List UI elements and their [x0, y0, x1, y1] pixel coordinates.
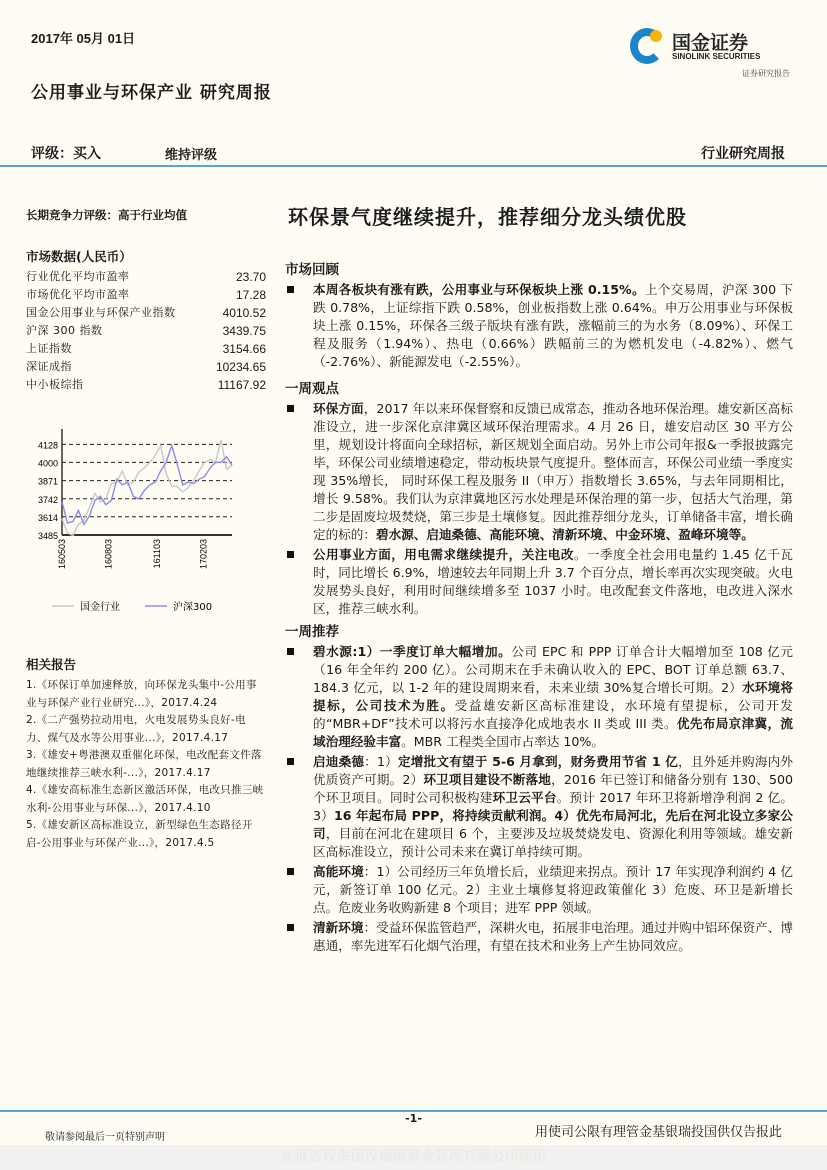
market-value: 11167.92 [217, 378, 266, 392]
section-heading: 一周观点 [285, 381, 339, 397]
x-tick-label: 160503 [57, 539, 67, 570]
logo-cn: 国金证券 [672, 32, 749, 54]
bold-text: 本周各板块有涨有跌，公用事业与环保板块上涨 0.15%。 [313, 282, 645, 297]
bullet-paragraph [285, 919, 793, 955]
bold-text: 碧水源、启迪桑德、高能环境、清新环境、中金环境、盈峰环境等。 [375, 527, 754, 542]
body-text: ：受益环保监管趋严，深耕火电，拓展非电治理。通过并购中铝环保资产、博惠通，率先进军石化烟气治理，有望在技术和业务上产生协同效应。 [313, 920, 794, 953]
related-report-link[interactable]: 5.《雄安新区高标准设立，新型绿色生态路径开启-公用事业与环保产业...》，2017.4.5 [26, 819, 253, 849]
body-text: ：1） [364, 754, 398, 769]
x-tick-label: 170203 [198, 539, 209, 570]
market-label: 沪深 300 指数 [26, 324, 103, 337]
market-row [26, 286, 266, 304]
section-heading: 市场回顾 [285, 262, 339, 278]
market-value: 10234.65 [215, 360, 266, 374]
headline: 环保景气度继续提升，推荐细分龙头绩优股 [288, 205, 687, 229]
report-title: 公用事业与环保产业 研究周报 [31, 83, 272, 103]
market-label: 国金公用事业与环保产业指数 [26, 306, 176, 319]
related-report-link[interactable]: 2.《二产强势拉动用电，火电发展势头良好-电力、煤气及水等公用事业...》，2017.4.17 [26, 714, 246, 744]
rating-note: 维持评级 [165, 148, 218, 163]
report-date: 2017年 05月 01日 [31, 31, 136, 46]
market-label: 中小板综指 [26, 378, 84, 391]
market-label: 市场优化平均市盈率 [26, 288, 130, 301]
y-tick-label: 3871 [37, 476, 58, 487]
market-row [26, 376, 266, 394]
section-heading: 一周推荐 [285, 624, 339, 640]
page-number: -1- [405, 1112, 422, 1125]
market-label: 深证成指 [26, 360, 72, 373]
related-report-link[interactable]: 1.《环保订单加速释放，向环保龙头集中-公用事业与环保产业行业研究...》，2017.4.24 [26, 679, 257, 709]
related-reports [26, 655, 266, 852]
body-text: ，2017 年以来环保督察和反馈已成常态，推动各地环保治理。雄安新区高标准设立，进一步深化京津冀区域环保治理需求。4 月 26 日，雄安启动区 30 平方公里，规划设计将面向全球招标，新区规划全面启动。另外上市公司年报&一季报披露完毕，环保公司业绩增速稳定，带动板块景气度提升。整体而言，环保公司业绩一季度实现 35%增长， 同时环保工程及服务 II（申万）指数增长 3.65%，与去年同期相比，增长 9.58%。我们认为京津冀地区污水处理是环保治理的第一步，包括大气治理，第二步是固废垃圾焚烧，第三步是土壤修复。因此推荐细分龙头，订单储备丰富，增长确定的标的： [313, 401, 794, 542]
market-row [26, 322, 266, 340]
bullet-paragraph [285, 281, 793, 371]
x-tick-label: 161103 [151, 539, 162, 569]
bullet-square-icon [287, 648, 294, 655]
watermark: 此报告仅供国投瑞银基金管理有限公司使用 [0, 1145, 827, 1170]
market-row [26, 268, 266, 286]
y-tick-label: 4000 [37, 458, 58, 469]
bullet-paragraph [285, 753, 793, 861]
usage-note: 用使司公限有理管金基银瑞投国供仅告报此 [534, 1125, 782, 1140]
logo-dot-icon [650, 30, 662, 42]
bold-text: 水环境将提标，公司技术为胜。 [313, 680, 794, 713]
market-value: 3154.66 [222, 342, 266, 356]
bullet-paragraph [285, 400, 793, 544]
y-tick-label: 3614 [37, 512, 58, 523]
market-value: 4010.52 [222, 306, 266, 320]
market-value: 17.28 [235, 288, 266, 302]
bold-text: 优先布局京津冀，流域治理经验丰富 [313, 716, 793, 749]
logo-sub: 证券研究报告 [742, 69, 790, 78]
bullet-paragraph [285, 546, 793, 618]
bold-text: 环保方面 [313, 401, 364, 416]
disclaimer-note: 敬请参阅最后一页特别声明 [45, 1132, 165, 1143]
body-text: ，且外延并购海内外优质资产可期。2） [313, 754, 794, 787]
body-text: ，2016 年已签订和储备分别有 130、500 个环卫项目。同时公司积极构建 [313, 772, 793, 805]
market-data [26, 247, 266, 394]
legend-label: 国金行业 [80, 602, 120, 613]
logo-en: SINOLINK SECURITIES [672, 52, 761, 61]
bullet-square-icon [287, 758, 294, 765]
bullet-square-icon [287, 551, 294, 558]
bold-text: 高能环境 [313, 864, 364, 879]
report-body [285, 258, 793, 957]
bullet-square-icon [287, 924, 294, 931]
bullet-square-icon [287, 286, 294, 293]
bullet-paragraph [285, 643, 793, 751]
y-tick-label: 3485 [37, 531, 58, 541]
body-text: 上个交易周，沪深 300 下跌 0.78%，上证综指下跌 0.58%，创业板指数上涨 0.64%。申万公用事业与环保板块上涨 0.15%，环保各三级子版块有涨有跌，涨幅前三的为水务（8.09%）、环保工程及服务（1.94%）、热电（0.66%）跌幅前三的为燃机发电（-4.82%）、燃气（-2.76%）、新能源发电（-2.55%）。 [313, 282, 794, 369]
rating: 评级：买入 [31, 146, 101, 162]
body-text: 公司 EPC 和 PPP 订单合计大幅增加至 108 亿元（16 年全年约 200 亿）。公司期末在手未确认收入的 EPC、BOT 订单总额 63.7、184.3 亿元，以 1-2 年的建设周期来看，未来业绩 30%复合增长可期。2） [313, 644, 793, 695]
bold-text: 碧水源:1）一季度订单大幅增加。 [313, 644, 512, 659]
market-row [26, 304, 266, 322]
bullet-paragraph [285, 863, 793, 917]
legend-label: 沪深300 [173, 602, 213, 613]
body-text: 。一季度全社会用电量约 1.45 亿千瓦时，同比增长 6.9%，增速较去年同期上升 3.7 个百分点，增长率再次实现突破。火电发展势头良好，利用时间继续增多至 1037 小时。电改配套文件落地，电改进入深水区，推荐三峡水利。 [313, 547, 793, 616]
body-text: 。MBR 工程类全国市占率达 10%。 [401, 734, 604, 749]
bold-text: 定增批文有望于 5-6 月拿到，财务费用节省 1 亿 [397, 754, 679, 769]
y-tick-label: 3742 [37, 494, 58, 505]
body-text: ，目前在河北在建项目 6 个，主要涉及垃圾焚烧发电、资源化利用等领域。雄安新区高标准设立，预计公司未来在冀订单持续可期。 [313, 826, 793, 859]
body-text: ：1）公司经历三年负增长后，业绩迎来拐点。预计 17 年实现净利润约 4 亿元，新签订单 100 亿元。2）主业土壤修复将迎政策催化 3）危废、环卫是新增长点。危废业务收购新建 8 个项目；进军 PPP 领域。 [313, 864, 793, 915]
market-row [26, 340, 266, 358]
bullet-square-icon [287, 868, 294, 875]
market-row [26, 358, 266, 376]
sinolink-logo [630, 26, 790, 82]
competitiveness-rating: 长期竞争力评级：高于行业均值 [26, 208, 187, 222]
related-report-link[interactable]: 3.《雄安+粤港澳双重催化环保，电改配套文件落地继续推荐三峡水利-...》，2017.4.17 [26, 749, 262, 779]
related-heading: 相关报告 [26, 657, 77, 672]
bold-text: 16 年起布局 PPP，将持续贡献利润。4）优先布局河北，先后在河北设立多家公司 [313, 808, 793, 841]
report-type: 行业研究周报 [701, 146, 785, 162]
bold-text: 环卫云平台 [492, 790, 557, 805]
market-label: 上证指数 [26, 342, 72, 355]
index-chart [20, 428, 260, 628]
market-value: 3439.75 [222, 324, 266, 338]
bullet-square-icon [287, 405, 294, 412]
header-divider [0, 165, 827, 167]
market-label: 行业优化平均市盈率 [26, 270, 130, 283]
market-data-heading: 市场数据(人民币） [26, 249, 132, 264]
bold-text: 环卫项目建设不断落地 [423, 772, 552, 787]
x-tick-label: 160803 [103, 539, 114, 570]
bold-text: 启迪桑德 [313, 754, 365, 769]
related-report-link[interactable]: 4.《雄安高标准生态新区激活环保，电改只推三峡水利-公用事业与环保...》，2017.4.10 [26, 784, 264, 814]
market-value: 23.70 [235, 270, 266, 284]
y-tick-label: 4128 [37, 440, 58, 451]
bold-text: 清新环境 [313, 920, 364, 935]
body-text: 受益雄安新区高标准建设，水环境有望提标，公司开发的“MBR+DF”技术可以将污水直接净化成地表水 II 类或 III 类。 [313, 698, 794, 731]
body-text: 。预计 2017 年环卫将新增净利润 2 亿。3） [313, 790, 794, 823]
bold-text: 公用事业方面，用电需求继续提升，关注电改 [313, 547, 574, 562]
